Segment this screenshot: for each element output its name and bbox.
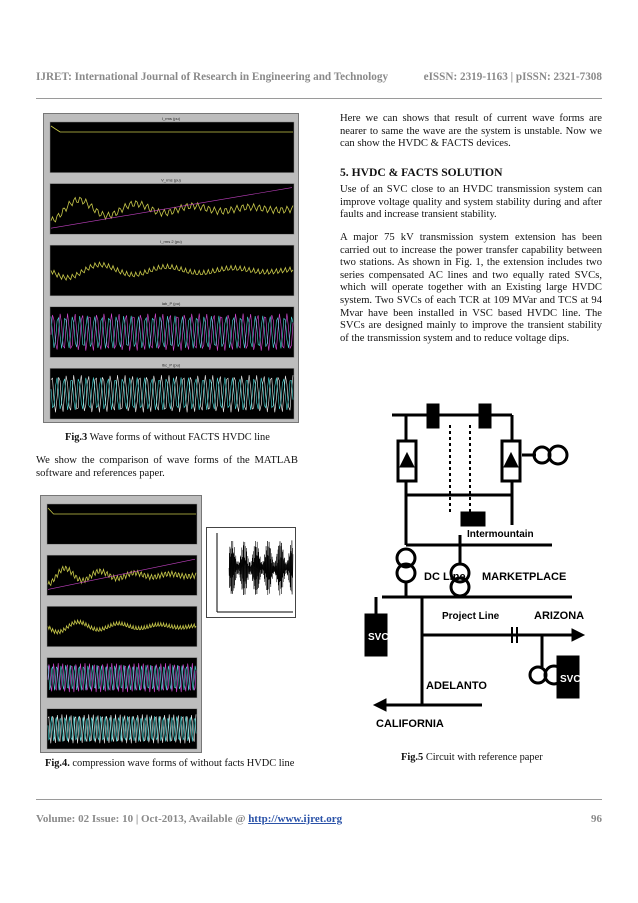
journal-title: IJRET: International Journal of Research in Engineering and Technology bbox=[36, 71, 389, 83]
fig5-text: Circuit with reference paper bbox=[423, 752, 543, 763]
issn: eISSN: 2319-1163 | pISSN: 2321-7308 bbox=[423, 71, 602, 83]
fig4-caption bbox=[45, 758, 294, 769]
label-project-line: Project Line bbox=[442, 611, 500, 622]
section-heading: 5. HVDC & FACTS SOLUTION bbox=[340, 166, 503, 179]
fig5-label: Fig.5 bbox=[401, 752, 424, 763]
left-paragraph: We show the comparison of wave forms of the MATLAB software and references paper. bbox=[36, 455, 298, 479]
fig4-text: compression wave forms of without facts HVDC line bbox=[69, 758, 295, 769]
svc-paragraph: Use of an SVC close to an HVDC transmission system can improve voltage quality and system stability during and after faults and increase transient stability. bbox=[340, 184, 602, 221]
fig3-label: Fig.3 bbox=[65, 432, 88, 443]
label-intermountain: Intermountain bbox=[467, 529, 534, 540]
label-svc-right: SVC bbox=[560, 674, 581, 685]
footer-rule bbox=[36, 799, 602, 800]
fig3-caption bbox=[65, 432, 270, 443]
svg-text:Iab_P (pu): Iab_P (pu) bbox=[161, 300, 181, 306]
fig4-label: Fig.4. bbox=[45, 758, 70, 769]
label-dc-line: DC Line bbox=[424, 571, 466, 583]
volume-text: Volume: 02 Issue: 10 | Oct-2013, Available @ bbox=[36, 813, 249, 825]
svg-text:V_rms (pu): V_rms (pu) bbox=[161, 177, 181, 183]
label-california: CALIFORNIA bbox=[376, 718, 444, 730]
label-marketplace: MARKETPLACE bbox=[482, 571, 567, 583]
header-rule bbox=[36, 98, 602, 99]
label-arizona: ARIZONA bbox=[534, 610, 585, 622]
label-adelanto: ADELANTO bbox=[426, 680, 487, 692]
running-header bbox=[36, 71, 602, 83]
label-svc-left: SVC bbox=[368, 632, 389, 643]
journal-link[interactable]: http://www.ijret.org bbox=[248, 813, 343, 825]
fig5-circuit-diagram bbox=[362, 375, 586, 745]
svg-text:I_rms 2 (pu): I_rms 2 (pu) bbox=[160, 239, 182, 245]
svg-text:I_rms (pu): I_rms (pu) bbox=[161, 116, 181, 121]
fig3-scope-image bbox=[43, 113, 299, 423]
page-number: 96 bbox=[591, 813, 602, 825]
running-footer bbox=[36, 813, 602, 825]
fig5-caption bbox=[401, 752, 543, 763]
extension-paragraph: A major 75 kV transmission system extension has been carried out to increase the power transfer capability between two stations. As shown in Fig. 1, the extension includes two series compensated AC lines and two equally rated SVCs, which will operate together with an Existing large HVDC system. Two SVCs of each TCR at 109 MVar and TCS at 94 Mvar have been installed in VSC based HVDC line. The SVCs are designed mainly to improve the transient stability of the transmission system and to reduce voltage dips. bbox=[340, 232, 602, 344]
fig4-reference-image bbox=[206, 527, 296, 618]
right-intro-paragraph: Here we can shows that result of current wave forms are nearer to same the wave are the system is unstable. Now we can show the HVDC & FACTS devices. bbox=[340, 113, 602, 150]
fig4-matlab-image bbox=[40, 495, 202, 753]
svg-text:Ibc_P (pu): Ibc_P (pu) bbox=[161, 362, 181, 368]
fig3-text: Wave forms of without FACTS HVDC line bbox=[87, 432, 270, 443]
volume-info bbox=[36, 813, 342, 825]
